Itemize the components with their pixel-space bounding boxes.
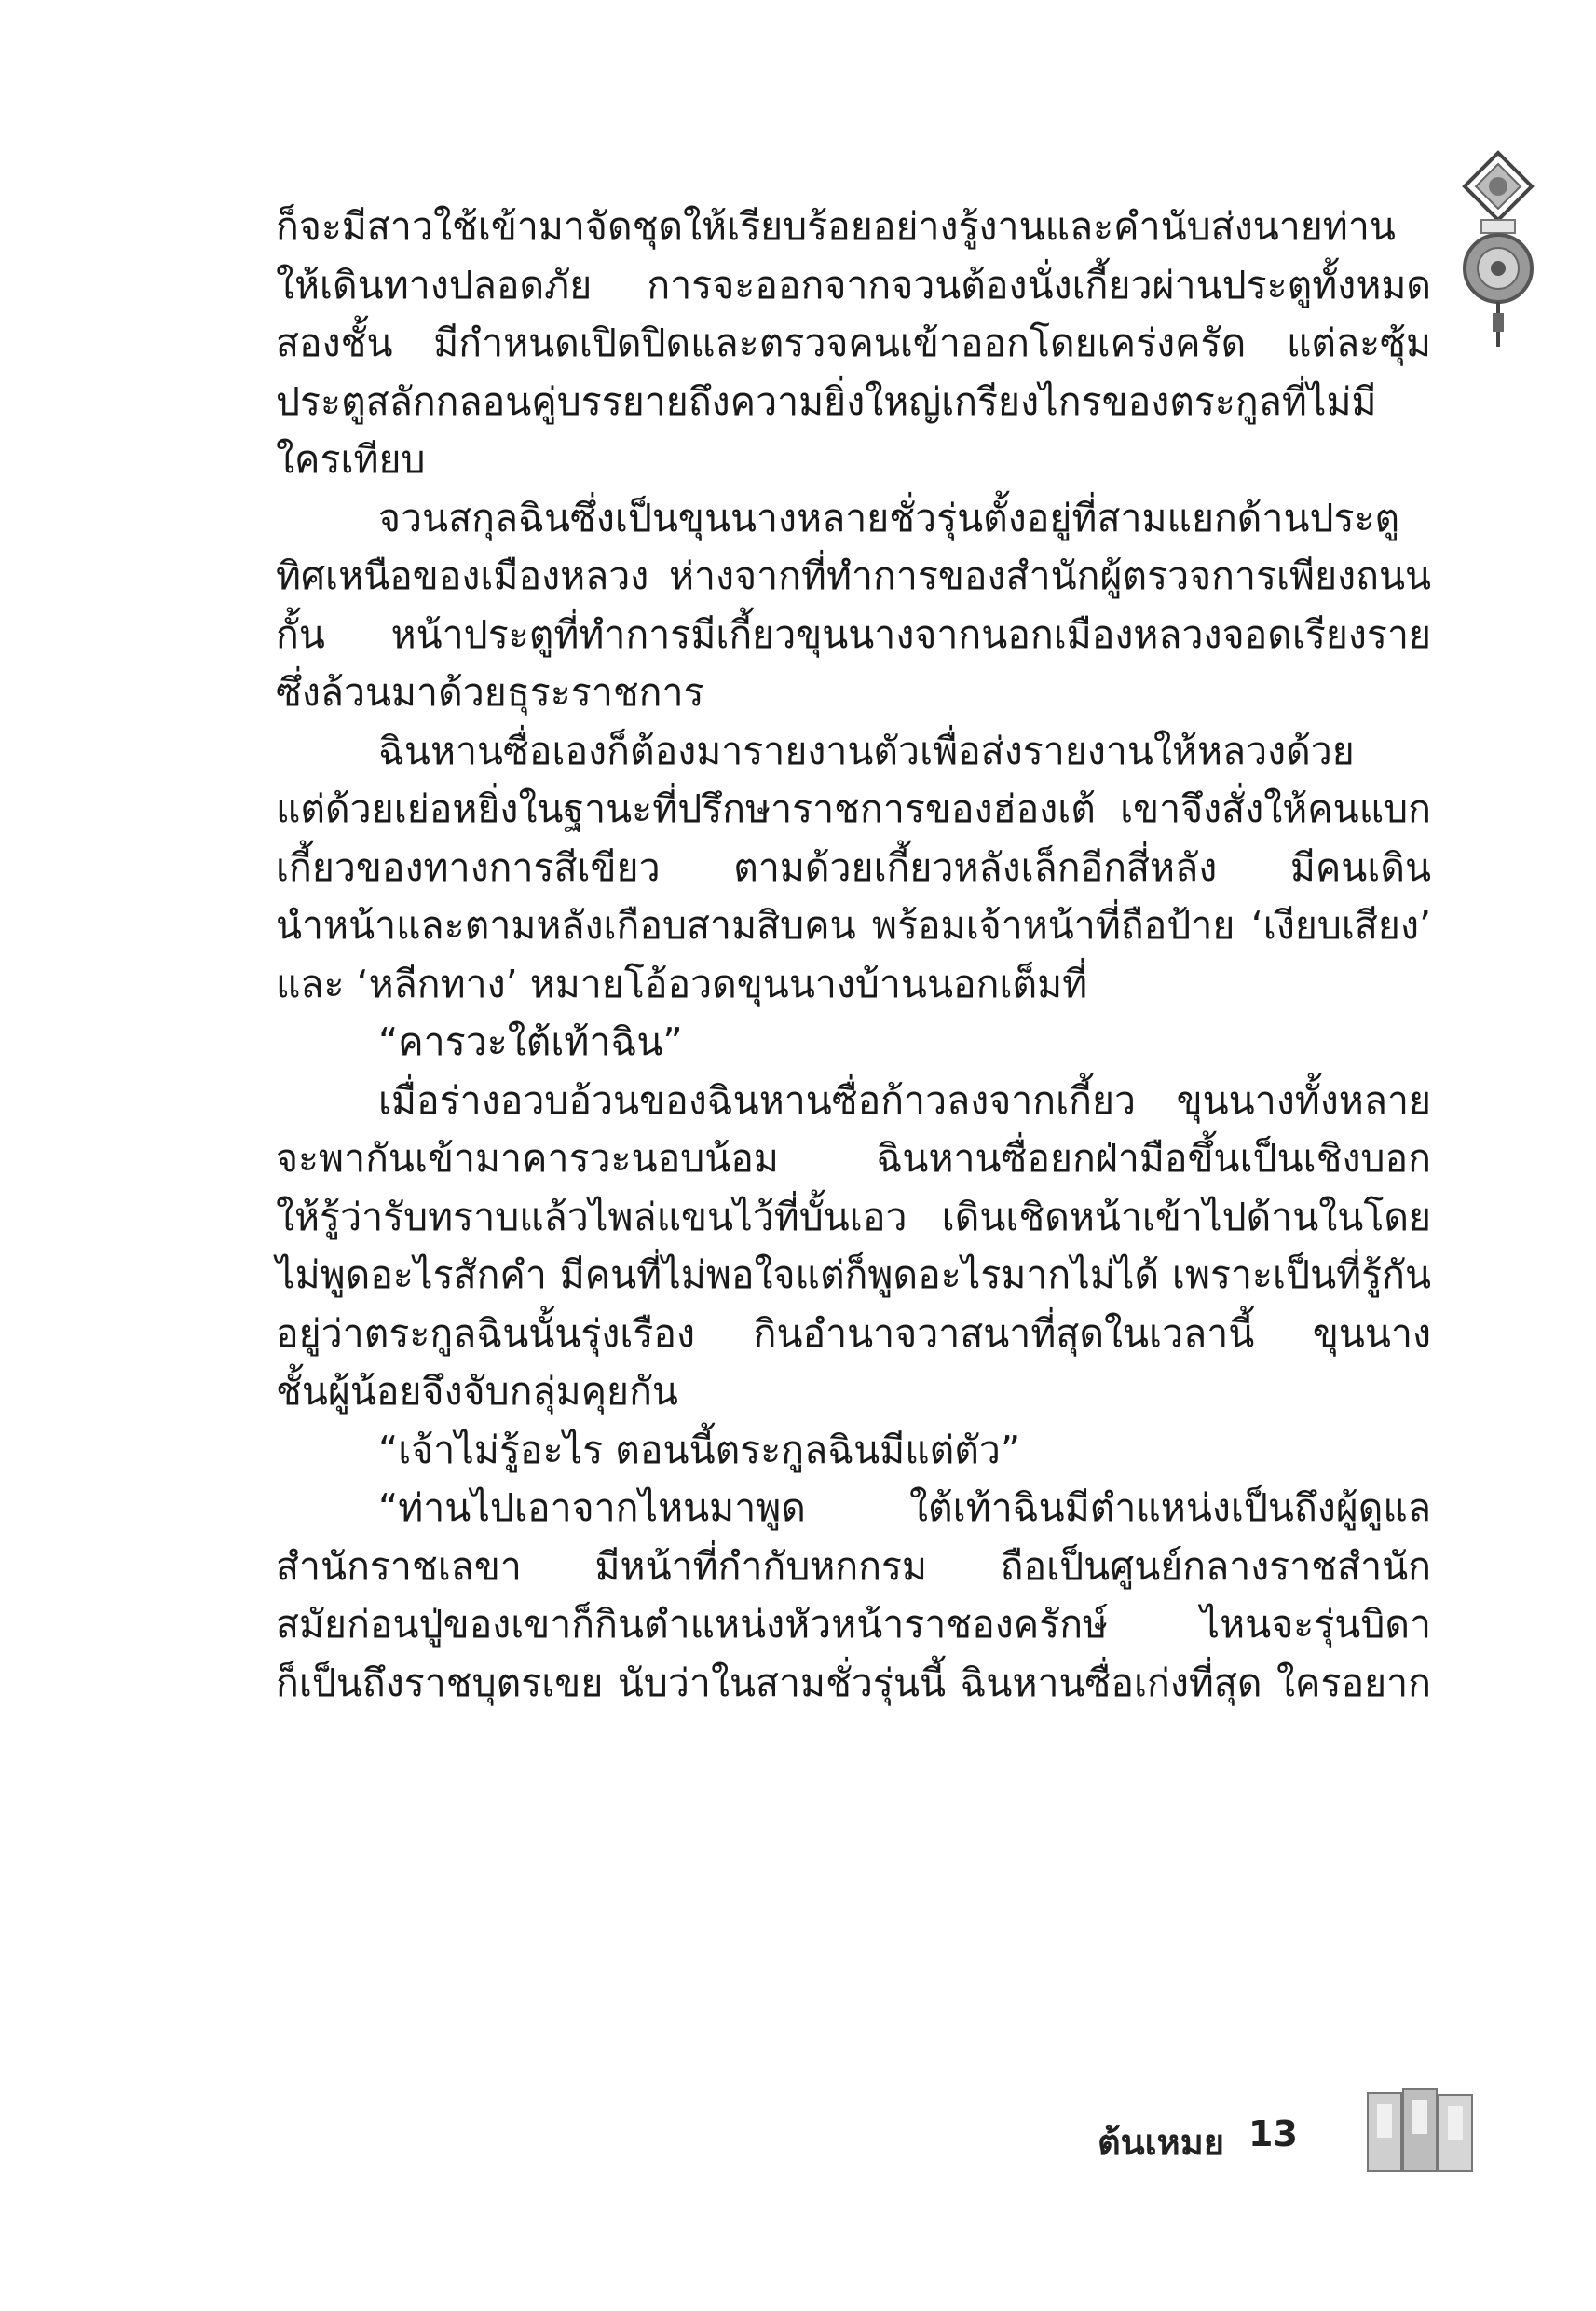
text-line: ซึ่งล้วนมาด้วยธุระราชการ bbox=[276, 670, 704, 715]
text-line: อยู่ว่าตระกูลฉินนั้นรุ่งเรือง กินอำนาจวาสนาที่สุดในเวลานี้ ขุนนาง bbox=[276, 1310, 1431, 1356]
story-text bbox=[276, 198, 1431, 1712]
text-line: จะพากันเข้ามาคารวะนอบน้อม ฉินหานซื่อยกฝ่ามือขึ้นเป็นเชิงบอก bbox=[276, 1136, 1431, 1181]
text-line: ชั้นผู้น้อยจึงจับกลุ่มคุยกัน bbox=[276, 1369, 678, 1414]
books-icon bbox=[1364, 2085, 1476, 2175]
text-line: ให้รู้ว่ารับทราบแล้วไพล่แขนไว้ที่บั้นเอว เดินเชิดหน้าเข้าไปด้านในโดย bbox=[276, 1194, 1431, 1239]
page-number: 13 bbox=[1248, 2113, 1298, 2154]
text-line: สำนักราชเลขา มีหน้าที่กำกับหกกรม ถือเป็นศูนย์กลางราชสำนัก bbox=[276, 1543, 1431, 1589]
text-line: ไม่พูดอะไรสักคำ มีคนที่ไม่พอใจแต่ก็พูดอะไรมากไม่ได้ เพราะเป็นที่รู้กัน bbox=[276, 1252, 1431, 1297]
text-line: จวนสกุลฉินซึ่งเป็นขุนนางหลายชั่วรุ่นตั้งอยู่ที่สามแยกด้านประตู bbox=[378, 495, 1400, 540]
text-line: ใครเทียบ bbox=[276, 437, 426, 482]
text-line: เกี้ยวของทางการสีเขียว ตามด้วยเกี้ยวหลังเล็กอีกสี่หลัง มีคนเดิน bbox=[276, 844, 1431, 890]
text-line: สองชั้น มีกำหนดเปิดปิดและตรวจคนเข้าออกโดยเคร่งครัด แต่ละซุ้ม bbox=[276, 321, 1431, 365]
text-line: แต่ด้วยเย่อหยิ่งในฐานะที่ปรึกษาราชการของฮ่องเต้ เขาจึงสั่งให้คนแบก bbox=[276, 786, 1431, 831]
text-line: ก็จะมีสาวใช้เข้ามาจัดชุดให้เรียบร้อยอย่างรู้งานและคำนับส่งนายท่าน bbox=[276, 204, 1396, 249]
text-line: ก็เป็นถึงราชบุตรเขย นับว่าในสามชั่วรุ่นนี้ ฉินหานซื่อเก่งที่สุด ใครอยาก bbox=[276, 1660, 1431, 1705]
text-line: “คารวะใต้เท้าฉิน” bbox=[378, 1019, 683, 1064]
decorative-ornament-icon bbox=[1453, 149, 1543, 354]
book-title-footer: ต้นเหมย bbox=[1098, 2121, 1225, 2163]
text-line: เมื่อร่างอวบอ้วนของฉินหานซื่อก้าวลงจากเกี้ยว ขุนนางทั้งหลาย bbox=[378, 1077, 1431, 1123]
text-line: สมัยก่อนปู่ของเขาก็กินตำแหน่งหัวหน้าราชองครักษ์ ไหนจะรุ่นบิดา bbox=[276, 1602, 1431, 1647]
text-line: ทิศเหนือของเมืองหลวง ห่างจากที่ทำการของสำนักผู้ตรวจการเพียงถนน bbox=[276, 554, 1431, 598]
text-line: นำหน้าและตามหลังเกือบสามสิบคน พร้อมเจ้าหน้าที่ถือป้าย ‘เงียบเสียง’ bbox=[276, 903, 1431, 948]
text-line: ให้เดินทางปลอดภัย การจะออกจากจวนต้องนั่งเกี้ยวผ่านประตูทั้งหมด bbox=[276, 262, 1431, 308]
text-line: ฉินหานซื่อเองก็ต้องมารายงานตัวเพื่อส่งรายงานให้หลวงด้วย bbox=[378, 728, 1355, 773]
text-line: “เจ้าไม่รู้อะไร ตอนนี้ตระกูลฉินมีแต่ตัว” bbox=[378, 1427, 1021, 1472]
text-line: “ท่านไปเอาจากไหนมาพูด ใต้เท้าฉินมีตำแหน่งเป็นถึงผู้ดูแล bbox=[378, 1485, 1431, 1530]
text-line: ประตูสลักกลอนคู่บรรยายถึงความยิ่งใหญ่เกรียงไกรของตระกูลที่ไม่มี bbox=[276, 378, 1377, 424]
text-line: และ ‘หลีกทาง’ หมายโอ้อวดขุนนางบ้านนอกเต็มที่ bbox=[276, 961, 1088, 1006]
text-line: กั้น หน้าประตูที่ทำการมีเกี้ยวขุนนางจากนอกเมืองหลวงจอดเรียงราย bbox=[276, 611, 1431, 657]
